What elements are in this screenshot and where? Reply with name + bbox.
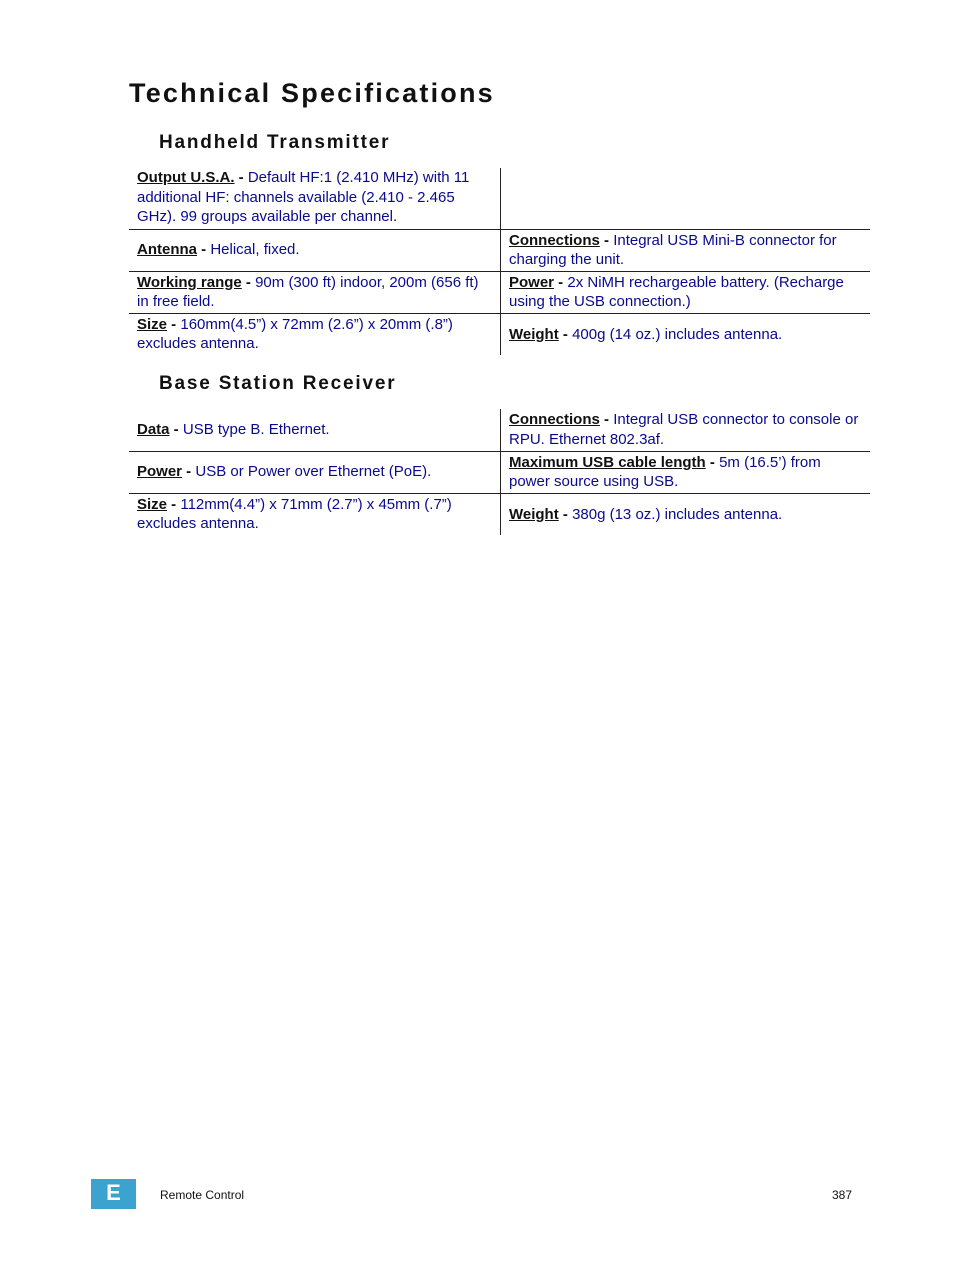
spec-label: Weight (509, 325, 559, 343)
spec-separator: - (169, 421, 183, 438)
section-title-handheld: Handheld Transmitter (159, 132, 391, 153)
spec-separator: - (167, 315, 181, 333)
spec-label: Power (509, 273, 555, 291)
spec-value: Helical, fixed. (210, 241, 300, 259)
spec-separator: - (558, 505, 573, 523)
table-row (129, 409, 870, 451)
table-row (129, 451, 870, 493)
spec-value: 380g (13 oz.) includes antenna. (572, 505, 783, 523)
spec-cell-power (129, 451, 501, 493)
spec-label: Output U.S.A. (137, 169, 235, 186)
table-row (129, 493, 870, 535)
spec-value: 2x NiMH rechargeable battery. (Recharge using the USB connection.) (509, 273, 844, 310)
spec-value: Integral USB connector to console or RPU. Ethernet 802.3af. (509, 411, 859, 448)
spec-label: Working range (137, 273, 242, 291)
spec-label: Power (137, 463, 183, 481)
spec-cell-data (129, 409, 501, 451)
spec-label: Size (137, 495, 168, 513)
spec-cell-power (501, 271, 871, 313)
table-row (129, 229, 870, 271)
spec-value: 160mm(4.5”) x 72mm (2.6”) x 20mm (.8”) excludes antenna. (137, 315, 453, 353)
spec-label: Maximum USB cable length (509, 453, 706, 471)
spec-separator: - (705, 453, 720, 471)
spec-cell-size (129, 313, 501, 355)
handheld-spec-table (129, 168, 870, 355)
spec-cell-size (129, 493, 501, 535)
spec-cell-empty (501, 168, 871, 229)
spec-label: Antenna (137, 241, 197, 259)
spec-value: 90m (300 ft) indoor, 200m (656 ft) in free field. (137, 273, 479, 310)
spec-separator: - (197, 241, 211, 259)
spec-label: Size (137, 315, 168, 333)
table-row (129, 313, 870, 355)
spec-cell-weight (501, 313, 871, 355)
spec-value: USB or Power over Ethernet (PoE). (195, 463, 432, 481)
spec-separator: - (182, 463, 196, 481)
spec-separator: - (554, 273, 568, 291)
spec-label: Connections (509, 411, 600, 429)
spec-label: Weight (509, 505, 559, 523)
page-number: 387 (831, 1188, 852, 1202)
table-row (129, 168, 870, 229)
spec-cell-connections (501, 229, 871, 271)
spec-cell-antenna (129, 229, 501, 271)
spec-value: USB type B. Ethernet. (182, 421, 330, 438)
spec-value: Integral USB Mini-B connector for charging the unit. (509, 231, 837, 268)
section-title-base-station: Base Station Receiver (159, 373, 397, 394)
spec-value: Default HF:1 (2.410 MHz) with 11 additional HF: channels available (2.410 - 2.465 GHz). 99 groups available per channel. (137, 169, 470, 225)
spec-separator: - (599, 411, 614, 429)
spec-separator: - (234, 169, 248, 186)
spec-separator: - (167, 495, 181, 513)
spec-cell-output (129, 168, 501, 229)
spec-cell-working-range (129, 271, 501, 313)
spec-separator: - (558, 325, 573, 343)
spec-cell-max-usb-cable (501, 451, 871, 493)
spec-value: 400g (14 oz.) includes antenna. (572, 325, 783, 343)
spec-cell-weight (501, 493, 871, 535)
page-title: Technical Specifications (129, 78, 495, 108)
table-row (129, 271, 870, 313)
spec-separator: - (241, 273, 256, 291)
spec-separator: - (599, 231, 614, 249)
spec-value: 5m (16.5’) from power source using USB. (509, 453, 821, 490)
chapter-tab: E (91, 1179, 136, 1209)
spec-value: 112mm(4.4”) x 71mm (2.7”) x 45mm (.7”) excludes antenna. (137, 495, 452, 533)
spec-label: Data (137, 421, 170, 438)
footer-section-name: Remote Control (160, 1188, 245, 1202)
base-station-spec-table (129, 409, 870, 535)
spec-label: Connections (509, 231, 600, 249)
spec-cell-connections (501, 409, 871, 451)
